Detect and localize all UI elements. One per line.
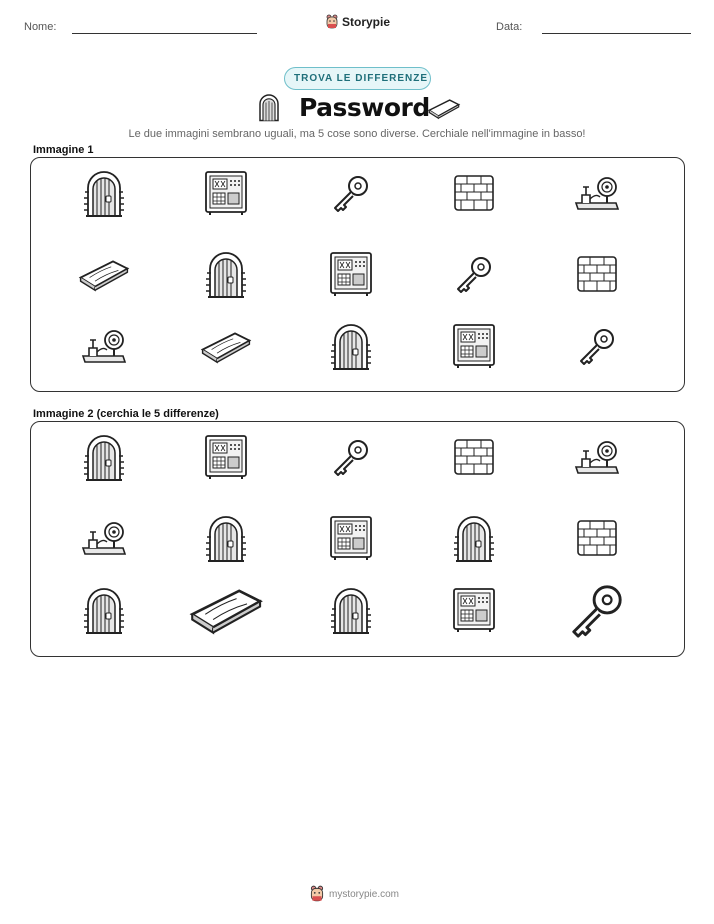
door-icon [82,585,126,640]
image1-cell-1-4 [441,162,507,228]
alarm-icon [574,437,620,482]
image2-cell-1-3[interactable] [318,426,384,492]
image2-cell-2-1[interactable] [71,507,137,573]
safe-icon [329,251,373,302]
brand-logo [325,14,390,30]
image2-label: Immagine 2 (cerchia le 5 differenze) [33,408,219,420]
date-label: Data: [496,21,523,33]
plank-icon [187,583,265,640]
stone-wall-icon [576,254,618,299]
stone-wall-icon [453,437,495,482]
title-door-icon [254,92,284,127]
plank-icon [77,256,131,297]
safe-icon [329,515,373,566]
safe-icon [452,587,496,638]
image1-cell-1-5 [564,162,630,228]
key-icon [577,326,617,371]
image1-cell-2-1 [71,243,137,309]
image2-cell-3-5[interactable] [564,579,630,645]
safe-icon [452,323,496,374]
image1-cell-2-4 [441,243,507,309]
image1-cell-3-4 [441,315,507,381]
image1-cell-2-5 [564,243,630,309]
image1-cell-2-2 [193,243,259,309]
door-icon [329,585,373,640]
image2-cell-3-3[interactable] [318,579,384,645]
image2-panel[interactable] [30,421,685,657]
door-icon [329,321,373,376]
key-icon [454,254,494,299]
image1-label: Immagine 1 [33,144,94,156]
name-field[interactable] [72,33,257,34]
image1-cell-1-1 [71,162,137,228]
image1-cell-3-1 [71,315,137,381]
stone-wall-icon [576,518,618,563]
alarm-icon [574,173,620,218]
door-icon [204,513,248,568]
title-plank-icon [427,95,461,126]
safe-icon [204,170,248,221]
image2-cell-1-4[interactable] [441,426,507,492]
stone-wall-icon [453,173,495,218]
brand-name: Storypie [342,15,391,29]
name-label: Nome: [24,21,57,33]
image2-cell-3-1[interactable] [71,579,137,645]
image1-cell-3-3 [318,315,384,381]
door-icon [452,513,496,568]
image2-cell-2-3[interactable] [318,507,384,573]
key-icon [331,173,371,218]
image1-cell-3-2 [193,315,259,381]
image2-cell-2-5[interactable] [564,507,630,573]
image2-cell-3-2[interactable] [193,579,259,645]
door-icon [82,168,126,223]
date-field[interactable] [542,33,691,34]
footer-url: mystorypie.com [329,888,400,900]
key-icon [568,581,626,644]
activity-badge: TROVA LE DIFFERENZE [284,67,431,90]
image2-cell-2-2[interactable] [193,507,259,573]
image1-cell-1-3 [318,162,384,228]
alarm-icon [81,518,127,563]
image1-cell-3-5 [564,315,630,381]
door-icon [204,249,248,304]
image2-cell-2-4[interactable] [441,507,507,573]
key-icon [331,437,371,482]
image1-cell-2-3 [318,243,384,309]
plank-icon [199,328,253,369]
image1-panel [30,157,685,392]
instructions: Le due immagini sembrano uguali, ma 5 cose sono diverse. Cerchiale nell'immagine in basso! [128,128,586,140]
image1-cell-1-2 [193,162,259,228]
mascot-icon [325,14,339,30]
door-icon [82,432,126,487]
safe-icon [204,434,248,485]
mascot-icon [309,885,325,903]
image2-cell-1-5[interactable] [564,426,630,492]
image2-cell-1-2[interactable] [193,426,259,492]
image2-cell-1-1[interactable] [71,426,137,492]
alarm-icon [81,326,127,371]
footer [309,885,399,903]
page-title: Password [299,93,430,122]
image2-cell-3-4[interactable] [441,579,507,645]
